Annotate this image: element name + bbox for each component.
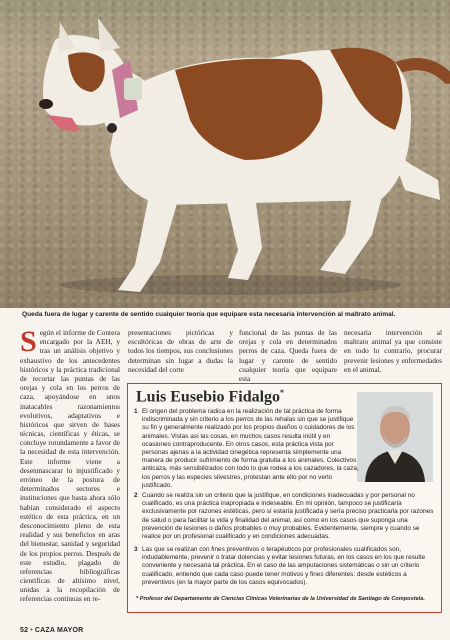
dog-illustration [0,0,450,308]
page-footer [20,627,83,634]
opinion-item-3 [134,546,436,587]
item-number: 2 [134,492,138,499]
photo-caption: Queda fuera de lugar y carente de sentido cualquier teoría que equipare esta necesaria intervención al maltrato animal. [22,311,396,318]
magazine-name: CAZA MAYOR [34,627,84,634]
article-column-1 [20,325,120,604]
expert-name [136,388,284,406]
page-number: 52 [20,627,29,634]
article-column-3: funcional de las puntas de las orejas y cola en determinados perros de caza. Queda fuera de lugar y carente de sentido cualquier teoría que equipare esta [239,328,337,383]
item-number: 3 [134,546,138,553]
drop-cap: S [20,325,37,358]
item-text: Cuando se realiza sin un criterio que la justifique, en condiciones inadecuadas y por personal no cualificado, es una práctica inapropiada e indeseable. En mi opinión, tampoco se justificaría exclusivamente por razones estéticas, pero sí estaría justificada y sería preciso practicarla por razones de salud o para facilitar la vida y finalidad del animal, así como en los casos que suponga una prevención de lesiones o daños probables o muy probables. Evidentemente, siempre y cuando se realice por un profesional cualificado y en condiciones adecuadas. [142,492,434,540]
article-column-4: necesaria intervención al maltrato animal ya que consiste en todo lo contrario, procurar prevenir lesiones y enfermedades en el animal. [344,328,442,374]
footer-separator: • [30,627,33,634]
footnote-mark: * [280,388,285,397]
item-text: Las que se realizan con fines preventivos o terapéuticos por profesionales cualificados son, indudablemente, prevenir o tratar dolencias y evitar lesiones futuras, en los casos en los que resulte conveniente y necesaria tal práctica. En el caso de las amputaciones sistemáticas o sin un criterio cualificado, entiendo que cada caso puede tener motivos y fines diferentes: desde estéticos a preventivos (en la mayor parte de los casos equivocados). [142,546,426,586]
expert-name-text: Luis Eusebio Fidalgo [136,388,281,406]
opinion-item-1 [134,408,360,490]
box-footnote: * Profesor del Departamento de Ciencias Clínicas Veterinarias de la Universidad de Santiago de Compostela. [136,596,425,602]
article-text-col1: egún el informe de Contera encargado por la AEH, y tras un análisis objetivo y exhaustivo de los antecedentes históricos y la práctica tradicional de recortar las puntas de las orejas y cola en los perros de caza, apoyándose en unos inatacables razonamientos evolutivos, adaptativos e históricos que sirven de bases técnicas, científicas y éticas, se concluye rotundamente a favor de la necesidad de esta intervención. Este informe viene a desenmascarar lo injustificado y erróneo de la postura de determinados sectores e instituciones que basta ahora sólo habían considerado el aspecto estético de esta práctica, en un desconocimiento pleno de esta realidad y sus beneficios en aras del bienestar, sanidad y seguridad de los propios perros. Después de este estudio, plagado de referencias bibliográficas científicas de altísimo nivel, unidas a la recopilación de referencias continuas en re- [20,328,120,604]
opinion-item-2 [134,492,436,541]
item-number: 1 [134,408,138,415]
article-column-2: presentaciones pictóricas y escultóricas de obras de arte de todos los tiempos, sus conclusiones determinan sin lugar a dudas la necesidad del corte [128,328,233,374]
expert-opinion-box [127,383,442,613]
dog-photo [0,0,450,308]
portrait-illustration [357,392,433,482]
item-text: El origen del problema radica en la realización de tal práctica de forma indiscriminada y sin criterio a los perros de las rehalas sin que se justifique su fin y generalmente realizado por los propios dueños o cuidadores de los animales. Vistas así las cosas, en muchos casos resulta inútil y en ocasiones contraproducente. En otros casos, esta práctica vista por personas ajenas a la actividad cinegética representa simplemente una manera de producir sufrimiento de forma gratuita a los animales. Colectivos anticaza, más sensibilizados con todo lo que rodea a los cazadores, la caza, los perros y las especies silvestres, protestan ante ello por no verlo justificado. [142,408,359,489]
expert-portrait [357,392,433,482]
